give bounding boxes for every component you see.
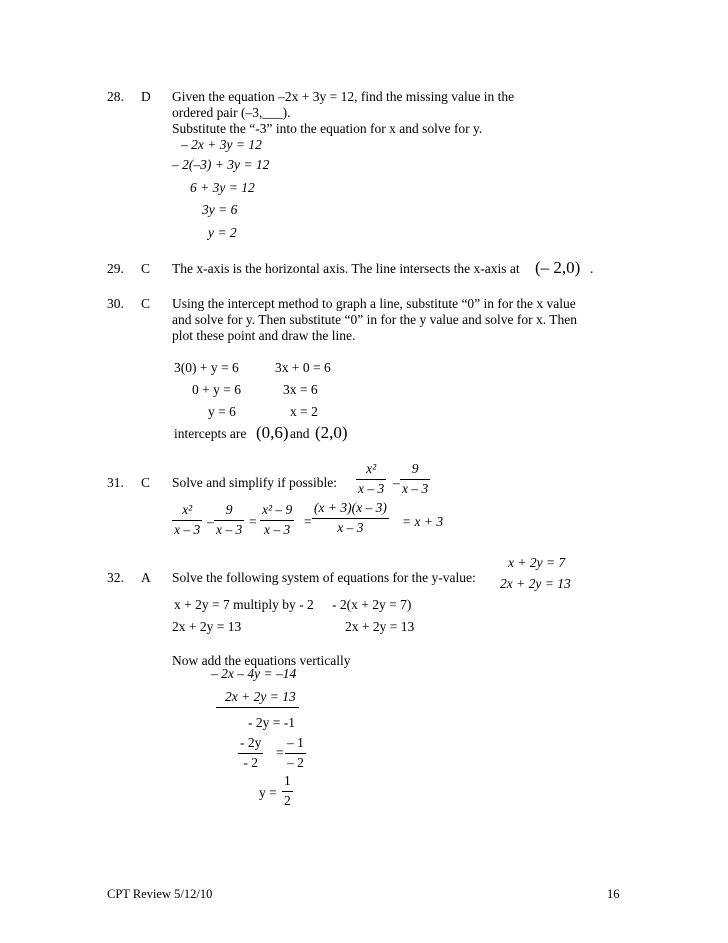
fraction: $\frac{\text{x²}}{x - 3}$: [358, 461, 385, 496]
equals-sign: =: [304, 514, 312, 529]
intercept-point: (0,6): [256, 423, 289, 442]
instruction-text: Now add the equations vertically: [172, 653, 351, 668]
equation-step: 2x + 2y = 13: [172, 619, 242, 634]
equation-step: – 2(–3) + 3y = 12: [172, 157, 270, 172]
equation-step: – 2x – 4y = –14: [211, 666, 297, 681]
question-text: ordered pair (–3,___).: [172, 105, 291, 120]
equation-step: 2x + 2y = 13: [345, 619, 415, 634]
question-text: Using the intercept method to graph a line, substitute “0” in for the x value: [172, 296, 576, 311]
question-text: The x-axis is the horizontal axis. The line intersects the x-axis at: [172, 261, 520, 276]
equation-step: x = 2: [290, 404, 318, 419]
equation-step: y = 2: [208, 225, 237, 240]
fraction: $\frac{9}{x - 3}$: [216, 502, 243, 537]
fraction: $\frac{(x + 3)(x - 3)}{x - 3}$: [314, 500, 387, 535]
answer-letter: D: [141, 89, 151, 104]
equation-step: x + 2y = 7 multiply by - 2: [174, 597, 314, 612]
equation-step: - 2(x + 2y = 7): [332, 597, 412, 612]
equation-step: 3x + 0 = 6: [275, 360, 331, 375]
equation-step: – 2x + 3y = 12: [181, 137, 262, 152]
conjunction: and: [290, 426, 310, 441]
answer-letter: C: [141, 261, 151, 276]
answer-letter: A: [141, 570, 151, 585]
solution-text: Substitute the “-3” into the equation for x and solve for y.: [172, 121, 483, 136]
equation-step: 0 + y = 6: [192, 382, 241, 397]
fraction: $\frac{- 2y}{- 2}$: [240, 735, 262, 770]
intercept-point: (2,0): [315, 423, 348, 442]
question-number: 28.: [107, 89, 124, 104]
result: = x + 3: [402, 514, 444, 529]
question-number: 29.: [107, 261, 124, 276]
equation-step: 3x = 6: [283, 382, 318, 397]
question-text: Solve and simplify if possible:: [172, 475, 337, 490]
fraction: $\frac{\text{x² – 9}}{x - 3}$: [262, 502, 293, 537]
question-text: plot these point and draw the line.: [172, 328, 356, 343]
question-text: and solve for y. Then substitute “0” in for the y value and solve for x. Then: [172, 312, 578, 327]
fraction: $\frac{9}{x - 3}$: [402, 461, 429, 496]
equation-step: 3y = 6: [202, 202, 238, 217]
page-number: 16: [607, 887, 620, 901]
sum-line: [216, 707, 299, 708]
equation-step: 6 + 3y = 12: [190, 180, 255, 195]
system-equation: x + 2y = 7: [508, 555, 566, 570]
equation-step: 3(0) + y = 6: [174, 360, 239, 375]
equals-sign: =: [276, 745, 284, 760]
period: .: [590, 261, 594, 276]
question-number: 31.: [107, 475, 124, 490]
equals-sign: =: [249, 514, 257, 529]
question-text: Solve the following system of equations for the y-value:: [172, 570, 476, 585]
final-answer-fraction: $\frac{1}{2}$: [284, 773, 291, 808]
answer-letter: C: [141, 296, 151, 311]
intercepts-label: intercepts are: [174, 426, 247, 441]
system-equation: 2x + 2y = 13: [500, 576, 571, 591]
answer-letter: C: [141, 475, 151, 490]
minus-sign: –: [393, 475, 400, 490]
equation-step: y = 6: [208, 404, 236, 419]
fraction: $\frac{\text{x²}}{x - 3}$: [174, 502, 201, 537]
intercept-point: (– 2,0): [535, 258, 581, 277]
fraction: $\frac{- 1}{- 2}$: [287, 735, 304, 770]
question-number: 30.: [107, 296, 124, 311]
minus-sign: –: [207, 514, 214, 529]
equation-step: - 2y = -1: [248, 715, 295, 730]
final-answer-label: y =: [259, 785, 277, 800]
footer-left: CPT Review 5/12/10: [107, 887, 213, 901]
question-text: Given the equation –2x + 3y = 12, find the missing value in the: [172, 89, 515, 104]
question-number: 32.: [107, 570, 124, 585]
equation-step: 2x + 2y = 13: [225, 689, 296, 704]
